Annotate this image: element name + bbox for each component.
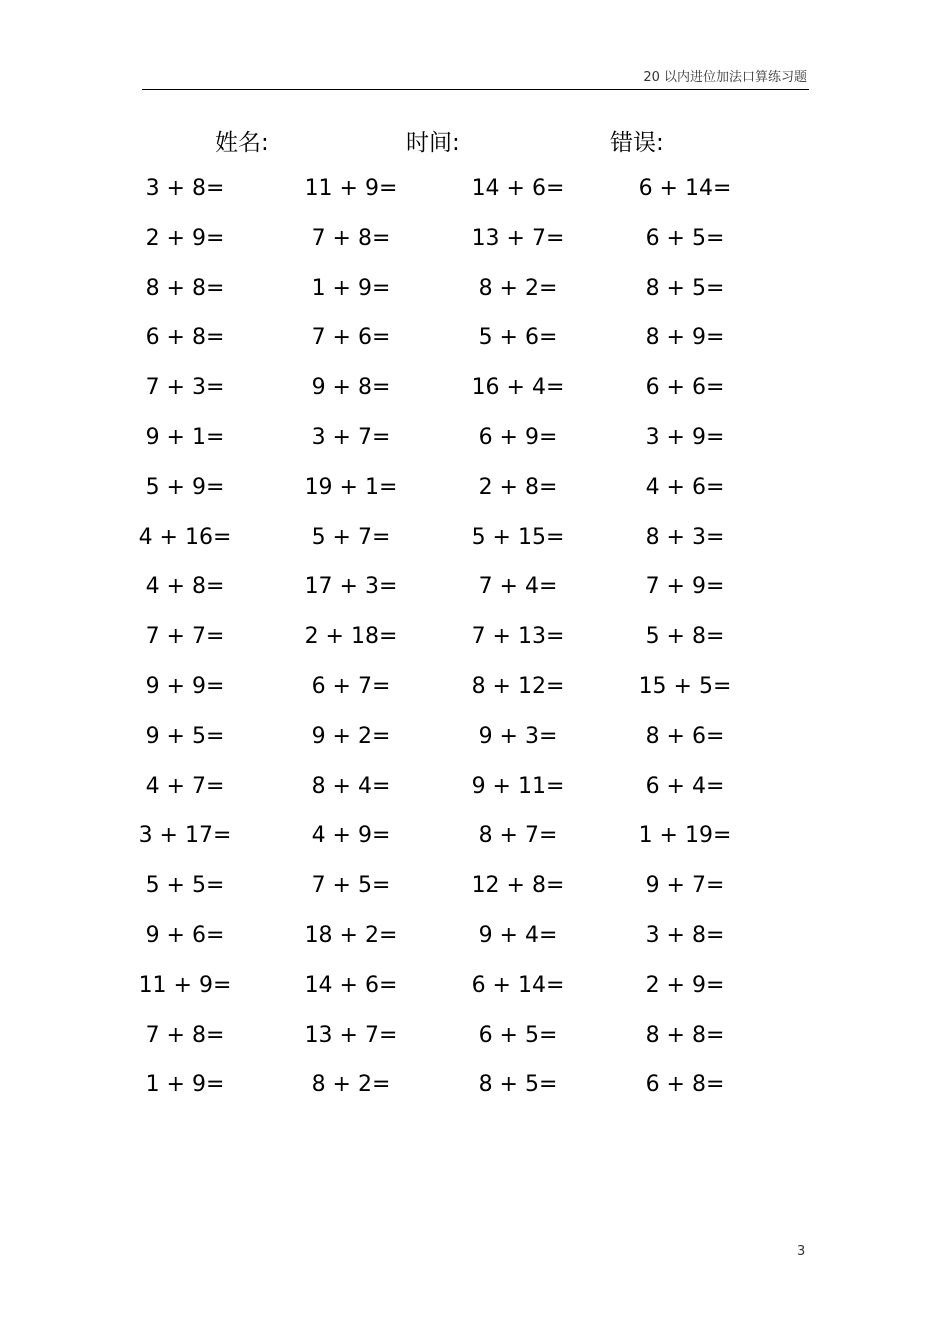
problem-item: 2 + 9=	[145, 225, 225, 251]
errors-label: 错误:	[610, 130, 664, 156]
problem-item: 8 + 2=	[478, 275, 558, 301]
problem-item: 7 + 6=	[311, 325, 391, 351]
problem-item: 6 + 7=	[311, 673, 391, 699]
problem-item: 1 + 9=	[311, 275, 391, 301]
problem-item: 9 + 1=	[145, 424, 225, 450]
problem-item: 9 + 3=	[478, 723, 558, 749]
problem-item: 2 + 9=	[645, 972, 725, 998]
problem-row	[0, 517, 950, 567]
problem-item: 6 + 14=	[471, 972, 565, 998]
problem-item: 15 + 5=	[638, 673, 732, 699]
problem-item: 14 + 6=	[471, 176, 565, 201]
problem-item: 3 + 7=	[311, 424, 391, 450]
problem-item: 7 + 8=	[145, 1022, 225, 1048]
problem-item: 8 + 4=	[311, 773, 391, 799]
problem-item: 9 + 9=	[145, 673, 225, 699]
problem-item: 9 + 4=	[478, 922, 558, 948]
problem-item: 17 + 3=	[304, 574, 398, 600]
problem-item: 5 + 5=	[145, 873, 225, 899]
problem-item: 9 + 11=	[471, 773, 565, 799]
problem-item: 7 + 13=	[471, 624, 565, 650]
page-number: 3	[797, 1244, 806, 1259]
problem-item: 7 + 5=	[311, 873, 391, 899]
problem-row	[0, 666, 950, 716]
problem-item: 13 + 7=	[304, 1022, 398, 1048]
problem-item: 7 + 8=	[311, 225, 391, 251]
problem-item: 7 + 7=	[145, 624, 225, 650]
problem-item: 2 + 8=	[478, 474, 558, 500]
problem-item: 6 + 5=	[478, 1022, 558, 1048]
problem-item: 12 + 8=	[471, 873, 565, 899]
problem-item: 8 + 7=	[478, 823, 558, 849]
problem-row	[0, 168, 950, 218]
problem-item: 6 + 9=	[478, 424, 558, 450]
problem-row	[0, 367, 950, 417]
problem-item: 9 + 8=	[311, 375, 391, 401]
problem-item: 2 + 18=	[304, 624, 398, 650]
problem-item: 8 + 3=	[645, 524, 725, 550]
problem-item: 6 + 8=	[145, 325, 225, 351]
problem-item: 8 + 8=	[145, 275, 225, 301]
problem-item: 1 + 9=	[145, 1072, 225, 1098]
problem-item: 9 + 7=	[645, 873, 725, 899]
problem-item: 6 + 4=	[645, 773, 725, 799]
problem-item: 3 + 9=	[645, 424, 725, 450]
problem-item: 9 + 5=	[145, 723, 225, 749]
problem-item: 1 + 19=	[638, 823, 732, 849]
problem-row	[0, 317, 950, 367]
header-title: 20 以内进位加法口算练习题	[643, 70, 807, 85]
problem-item: 6 + 14=	[638, 176, 732, 201]
problem-row	[0, 467, 950, 517]
problem-item: 11 + 9=	[138, 972, 232, 998]
problem-item: 4 + 7=	[145, 773, 225, 799]
problem-item: 8 + 9=	[645, 325, 725, 351]
problem-row	[0, 417, 950, 467]
problem-item: 8 + 5=	[478, 1072, 558, 1098]
name-label: 姓名:	[215, 130, 269, 156]
problem-row	[0, 1064, 950, 1114]
problem-item: 4 + 16=	[138, 524, 232, 550]
problem-row	[0, 915, 950, 965]
problem-grid	[0, 168, 950, 1114]
page-header	[142, 60, 809, 90]
problem-item: 14 + 6=	[304, 972, 398, 998]
problem-item: 5 + 7=	[311, 524, 391, 550]
problem-row	[0, 1015, 950, 1065]
problem-item: 9 + 6=	[145, 922, 225, 948]
problem-item: 9 + 2=	[311, 723, 391, 749]
problem-item: 18 + 2=	[304, 922, 398, 948]
problem-row	[0, 218, 950, 268]
problem-item: 4 + 8=	[145, 574, 225, 600]
problem-item: 8 + 5=	[645, 275, 725, 301]
problem-row	[0, 566, 950, 616]
problem-item: 8 + 2=	[311, 1072, 391, 1098]
problem-row	[0, 965, 950, 1015]
problem-item: 4 + 9=	[311, 823, 391, 849]
problem-item: 3 + 8=	[145, 176, 225, 201]
problem-item: 6 + 8=	[645, 1072, 725, 1098]
problem-item: 7 + 3=	[145, 375, 225, 401]
problem-row	[0, 815, 950, 865]
info-labels	[0, 124, 950, 160]
problem-item: 3 + 8=	[645, 922, 725, 948]
problem-item: 11 + 9=	[304, 176, 398, 201]
problem-item: 3 + 17=	[138, 823, 232, 849]
problem-row	[0, 766, 950, 816]
problem-row	[0, 716, 950, 766]
problem-item: 7 + 9=	[645, 574, 725, 600]
problem-item: 4 + 6=	[645, 474, 725, 500]
problem-item: 5 + 9=	[145, 474, 225, 500]
problem-item: 5 + 8=	[645, 624, 725, 650]
problem-item: 16 + 4=	[471, 375, 565, 401]
problem-item: 19 + 1=	[304, 474, 398, 500]
problem-row	[0, 616, 950, 666]
problem-item: 8 + 12=	[471, 673, 565, 699]
problem-item: 8 + 8=	[645, 1022, 725, 1048]
problem-item: 6 + 5=	[645, 225, 725, 251]
problem-row	[0, 268, 950, 318]
problem-item: 8 + 6=	[645, 723, 725, 749]
problem-item: 7 + 4=	[478, 574, 558, 600]
problem-row	[0, 865, 950, 915]
time-label: 时间:	[406, 130, 460, 156]
problem-item: 13 + 7=	[471, 225, 565, 251]
problem-item: 5 + 6=	[478, 325, 558, 351]
problem-item: 6 + 6=	[645, 375, 725, 401]
problem-item: 5 + 15=	[471, 524, 565, 550]
